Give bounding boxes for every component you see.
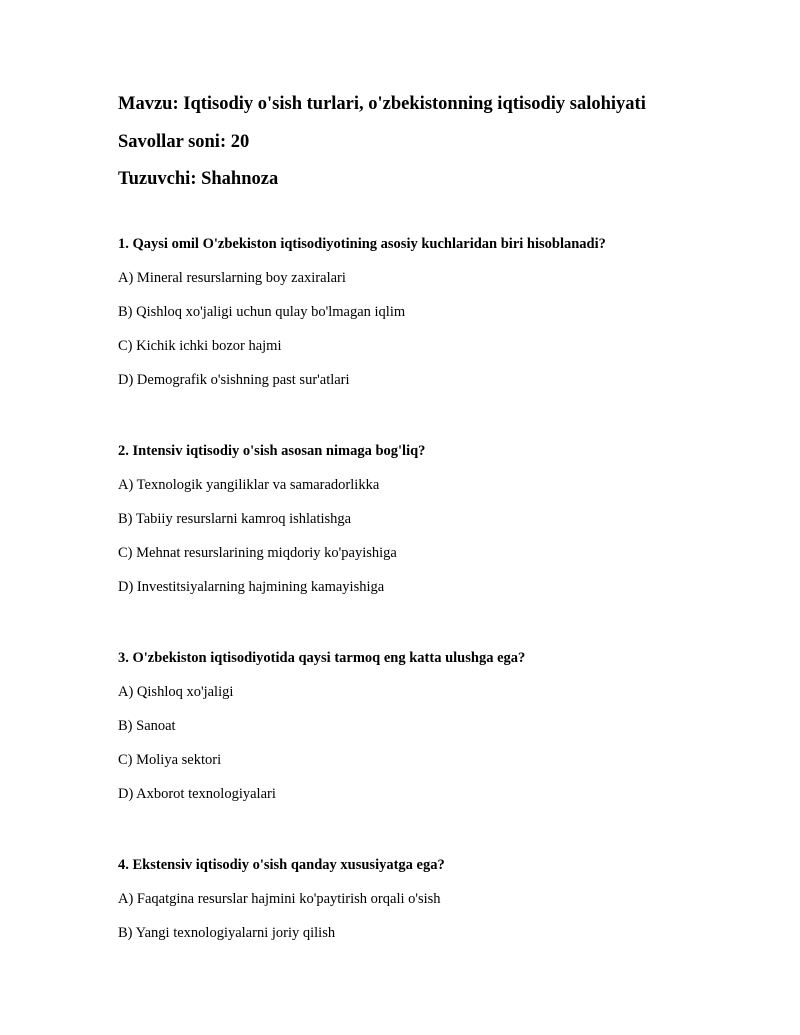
option-c: C) Mehnat resurslarining miqdoriy ko'payishiga [118,545,397,561]
option-a: A) Qishloq xo'jaligi [118,684,234,700]
question-text: 2. Intensiv iqtisodiy o'sish asosan nimaga bog'liq? [118,443,426,459]
question-list [118,234,758,943]
author-line: Tuzuvchi: Shahnoza [118,169,279,189]
question-4 [118,855,758,943]
question-count: Savollar soni: 20 [118,131,250,152]
option-d: D) Demografik o'sishning past sur'atlari [118,372,350,388]
question-2 [118,441,758,597]
option-a: A) Faqatgina resurslar hajmini ko'paytirish orqali o'sish [118,891,441,907]
option-b: B) Sanoat [118,718,176,734]
option-b: B) Yangi texnologiyalarni joriy qilish [118,925,336,941]
question-text: 3. O'zbekiston iqtisodiyotida qaysi tarmoq eng katta ulushga ega? [118,650,526,666]
option-d: D) Axborot texnologiyalari [118,786,276,802]
option-c: C) Kichik ichki bozor hajmi [118,338,282,354]
option-a: A) Mineral resurslarning boy zaxiralari [118,270,346,286]
question-text: 4. Ekstensiv iqtisodiy o'sish qanday xususiyatga ega? [118,857,445,873]
question-text: 1. Qaysi omil O'zbekiston iqtisodiyotining asosiy kuchlaridan biri hisoblanadi? [118,236,606,252]
option-b: B) Qishloq xo'jaligi uchun qulay bo'lmagan iqlim [118,304,406,320]
topic-heading: Mavzu: Iqtisodiy o'sish turlari, o'zbekistonning iqtisodiy salohiyati [118,94,646,114]
option-d: D) Investitsiyalarning hajmining kamayishiga [118,579,385,595]
question-1 [118,234,758,390]
question-3 [118,648,758,804]
option-a: A) Texnologik yangiliklar va samaradorlikka [118,477,380,493]
option-c: C) Moliya sektori [118,752,222,768]
option-b: B) Tabiiy resurslarni kamroq ishlatishga [118,511,352,527]
document-page [118,92,758,994]
